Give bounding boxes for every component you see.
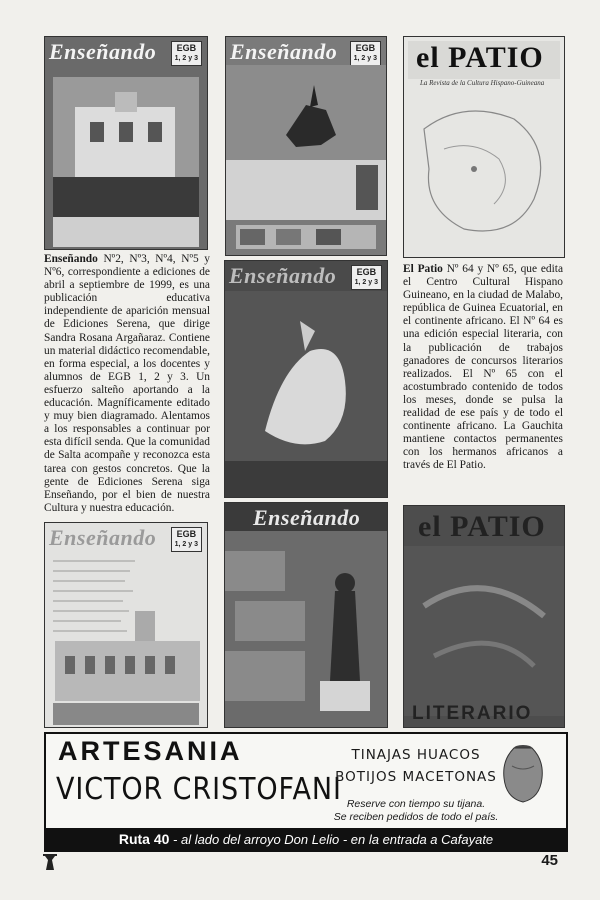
cover-title: Enseñando [253, 505, 361, 530]
ad-note: Reserve con tiempo su tijana. Se reciben pedidos de todo el país. [333, 798, 499, 823]
cover-el-patio-64 [403, 36, 565, 258]
patio-masthead: el PATIO [408, 41, 560, 79]
ad-title: ARTESANIA [58, 736, 243, 766]
cover-photo-statue [225, 531, 387, 727]
cover-title: Enseñando [229, 263, 337, 288]
cover-title: Enseñando [49, 39, 157, 64]
article-body: Nº2, Nº3, Nº4, Nº5 y Nº6, correspondiente a ediciones de abril a septiembre de 1999, es una publicación educativa independiente de aparición mensual de Ediciones Serena, que dirige Sandra Rosana Argañaraz. Contiene un material didáctico recomendable, en forma especial, a los docentes y alumnos de EGB 1, 2 y 3. Un esfuerzo salteño aportando a la educación. Magníficamente editado y muy bien diagramado. Alentamos a los responsables a continuar por esta difícil senda. Que la comunidad de Salta acompañe y reconozca esta tarea con gestos concretos. Que la gente de Ediciones Serena siga Enseñando, por el bien de nuestra Cultura y nuestra educación. [44, 253, 210, 514]
cover-title: Enseñando [49, 525, 157, 550]
egb-badge: EGB 1, 2 y 3 [351, 265, 382, 290]
article-body: Nº 64 y Nº 65, que edita el Centro Cultural Hispano Guineano, en la ciudad de Malabo, república de Guinea Ecuatorial, en el continente africano. El Nº 64 es una edición especial literaria, con la publicación de trabajos ganadores de concursos literarios realizados. El Nº 65 con el acostumbrado contenido de todos los meses, donde se pulsa la realidad de ese país y de todo el continente africano. La Gauchita mantiene contactos permanentes con los hermanos africanos a través de El Patio. [403, 263, 564, 472]
cover-photo-horse [225, 291, 387, 497]
cover-ensenando-1 [44, 36, 208, 250]
patio-subtitle: La Revista de la Cultura Hispano-Guineana [420, 79, 545, 87]
egb-badge: EGB 1, 2 y 3 [350, 41, 381, 66]
cover-texture [404, 546, 564, 716]
article-lead: Enseñando [44, 253, 98, 265]
gaucho-icon [43, 852, 57, 872]
cover-title: Enseñando [230, 39, 338, 64]
cover-photo-rider [226, 65, 386, 255]
artesania-advertisement [44, 732, 568, 852]
article-lead: El Patio [403, 263, 443, 275]
map-illustration [404, 89, 564, 258]
ad-artisan-name: VICTOR CRISTOFANI [56, 772, 342, 807]
egb-badge: EGB 1, 2 y 3 [171, 41, 202, 66]
cover-ensenando-4 [44, 522, 208, 728]
cover-el-patio-65 [403, 505, 565, 728]
article-el-patio [403, 263, 563, 473]
egb-badge: EGB 1, 2 y 3 [171, 527, 202, 552]
article-ensenando [44, 253, 210, 515]
literario-overprint: LITERARIO [412, 703, 533, 724]
ad-location-band: Ruta 40 - al lado del arroyo Don Lelio - en la entrada a Cafayate [46, 828, 566, 850]
patio-masthead: el PATIO [418, 510, 546, 543]
vase-icon [498, 742, 548, 804]
cover-photo-building [45, 67, 207, 247]
cover-ensenando-2 [225, 36, 387, 256]
cover-ensenando-3 [224, 260, 388, 498]
cover-ensenando-5 [224, 502, 388, 728]
cover-contents-and-building [45, 551, 207, 727]
page-number: 45 [541, 852, 558, 869]
ad-products: TINAJAS HUACOS BOTIJOS MACETONAS [335, 747, 497, 785]
